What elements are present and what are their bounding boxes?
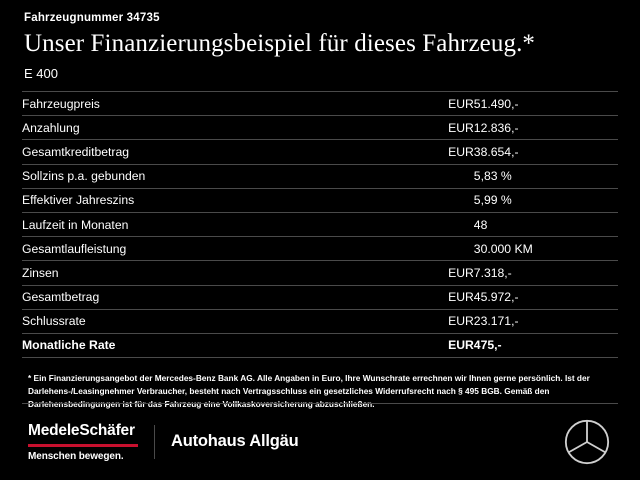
table-row xyxy=(22,261,618,285)
row-label: Zinsen xyxy=(22,261,419,285)
row-currency: EUR xyxy=(419,92,474,116)
row-value: 475,- xyxy=(474,333,618,357)
row-label: Anzahlung xyxy=(22,116,419,140)
row-label: Effektiver Jahreszins xyxy=(22,188,419,212)
row-label: Gesamtbetrag xyxy=(22,285,419,309)
row-currency xyxy=(419,212,474,236)
dealer-logo xyxy=(22,422,298,461)
row-value: 51.490,- xyxy=(474,92,618,116)
table-row xyxy=(22,285,618,309)
row-value: 7.318,- xyxy=(474,261,618,285)
model-name: E 400 xyxy=(24,66,58,81)
row-value: 30.000 KM xyxy=(474,237,618,261)
logo-accent-bar xyxy=(28,444,138,447)
row-value: 5,99 % xyxy=(474,188,618,212)
row-label: Fahrzeugpreis xyxy=(22,92,419,116)
row-value: 5,83 % xyxy=(474,164,618,188)
row-label: Laufzeit in Monaten xyxy=(22,212,419,236)
table-row xyxy=(22,237,618,261)
row-label: Sollzins p.a. gebunden xyxy=(22,164,419,188)
logo-divider xyxy=(154,425,155,459)
table-row-total xyxy=(22,333,618,357)
row-label: Schlussrate xyxy=(22,309,419,333)
dealer-name-text: Autohaus Allgäu xyxy=(171,432,299,451)
row-currency: EUR xyxy=(419,116,474,140)
table-row xyxy=(22,140,618,164)
logo-claim-text: Menschen bewegen. xyxy=(28,450,124,462)
table-row xyxy=(22,212,618,236)
row-currency xyxy=(419,164,474,188)
vehicle-number: Fahrzeugnummer 34735 xyxy=(24,12,160,24)
footer xyxy=(22,403,618,480)
mercedes-star-icon xyxy=(564,419,610,465)
logo-medele-schaefer xyxy=(28,422,138,461)
row-value: 23.171,- xyxy=(474,309,618,333)
table-row xyxy=(22,309,618,333)
row-value: 48 xyxy=(474,212,618,236)
page-title: Unser Finanzierungsbeispiel für dieses Fahrzeug.* xyxy=(24,30,536,57)
row-value: 38.654,- xyxy=(474,140,618,164)
finance-table xyxy=(22,91,618,358)
footnote-text: * Ein Finanzierungsangebot der Mercedes-Benz Bank AG. Alle Angaben in Euro, Ihre Wunschrate errechnen wir Ihnen gerne persönlich. Ist der Darlehens-/Leasingnehmer Verbraucher, besteht nach Vertragsschluss ein gesetzliches Widerrufsrecht nach § 495 BGB. Gemäß den Darlehensbedingungen ist für das Fahrzeug eine Vollkaskoversicherung abzuschließen. xyxy=(28,373,590,409)
row-label: Gesamtlaufleistung xyxy=(22,237,419,261)
table-row xyxy=(22,164,618,188)
row-currency: EUR xyxy=(419,261,474,285)
row-label: Monatliche Rate xyxy=(22,333,419,357)
table-row xyxy=(22,188,618,212)
row-currency: EUR xyxy=(419,309,474,333)
row-value: 12.836,- xyxy=(474,116,618,140)
row-value: 45.972,- xyxy=(474,285,618,309)
table-row xyxy=(22,92,618,116)
logo-brand-text: MedeleSchäfer xyxy=(28,422,135,440)
row-currency xyxy=(419,188,474,212)
mercedes-star-wrap xyxy=(564,419,618,465)
row-currency: EUR xyxy=(419,285,474,309)
row-currency: EUR xyxy=(419,333,474,357)
table-row xyxy=(22,116,618,140)
finance-table-body xyxy=(22,92,618,358)
row-currency xyxy=(419,237,474,261)
row-label: Gesamtkreditbetrag xyxy=(22,140,419,164)
row-currency: EUR xyxy=(419,140,474,164)
